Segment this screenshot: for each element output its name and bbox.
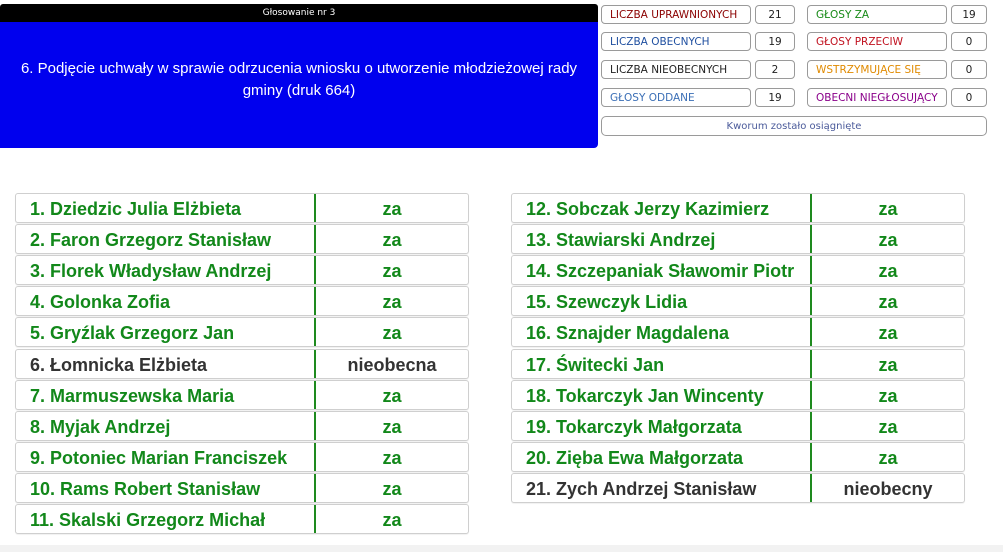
- vote-row: [15, 224, 469, 254]
- vote-value: za: [878, 292, 898, 312]
- vote-row: [511, 224, 965, 254]
- councillor-name: 10. Rams Robert Stanisław: [30, 479, 261, 499]
- motion-text: 6. Podjęcie uchwały w sprawie odrzucenia wniosku o utworzenie młodzieżowej rady gminy (druk 664): [20, 60, 578, 99]
- vote-row: [15, 286, 469, 316]
- vote-row: [511, 349, 965, 379]
- vote-row: [511, 193, 965, 223]
- vote-value: za: [878, 448, 898, 468]
- vote-value: za: [878, 355, 898, 375]
- stat-label-oddane: GŁOSY ODDANE: [601, 88, 751, 107]
- vote-value: za: [382, 417, 402, 437]
- vote-row: [15, 411, 469, 441]
- vote-value: za: [382, 323, 402, 343]
- councillor-name: 12. Sobczak Jerzy Kazimierz: [526, 199, 770, 219]
- motion-panel: [0, 22, 598, 148]
- vote-row: [15, 317, 469, 347]
- councillor-name: 20. Zięba Ewa Małgorzata: [526, 448, 744, 468]
- stat-label-uprawnionych: LICZBA UPRAWNIONYCH: [601, 5, 751, 24]
- councillor-name: 6. Łomnicka Elżbieta: [30, 355, 208, 375]
- councillor-name: 11. Skalski Grzegorz Michał: [30, 510, 266, 530]
- councillor-name: 3. Florek Władysław Andrzej: [30, 261, 272, 281]
- vote-row: [15, 473, 469, 503]
- bottom-strip: [0, 545, 1003, 552]
- stat-label-nieobecnych: LICZBA NIEOBECNYCH: [601, 60, 751, 79]
- vote-value: za: [382, 230, 402, 250]
- councillor-name: 4. Golonka Zofia: [30, 292, 171, 312]
- stat-value-nieobecnych: 2: [755, 60, 795, 79]
- vote-row: [511, 473, 965, 503]
- councillor-name: 14. Szczepaniak Sławomir Piotr: [526, 261, 795, 281]
- vote-row: [15, 442, 469, 472]
- stat-label-nieglosujacy: OBECNI NIEGŁOSUJĄCY: [807, 88, 947, 107]
- vote-row: [15, 255, 469, 285]
- councillor-name: 9. Potoniec Marian Franciszek: [30, 448, 288, 468]
- vote-value: nieobecny: [843, 479, 933, 499]
- stat-value-za: 19: [951, 5, 987, 24]
- councillor-name: 2. Faron Grzegorz Stanisław: [30, 230, 272, 250]
- councillor-name: 16. Sznajder Magdalena: [526, 323, 730, 343]
- councillor-name: 8. Myjak Andrzej: [30, 417, 171, 437]
- vote-value: za: [382, 386, 402, 406]
- vote-value: za: [382, 261, 402, 281]
- councillor-name: 15. Szewczyk Lidia: [526, 292, 688, 312]
- stat-value-oddane: 19: [755, 88, 795, 107]
- stat-label-za: GŁOSY ZA: [807, 5, 947, 24]
- vote-row: [15, 193, 469, 223]
- vote-value: za: [878, 417, 898, 437]
- vote-row: [511, 380, 965, 410]
- vote-value: za: [382, 448, 402, 468]
- vote-value: za: [878, 199, 898, 219]
- quorum-status: Kworum zostało osiągnięte: [601, 116, 987, 136]
- vote-value: za: [878, 323, 898, 343]
- vote-value: za: [382, 479, 402, 499]
- vote-value: nieobecna: [347, 355, 437, 375]
- councillor-name: 18. Tokarczyk Jan Wincenty: [526, 386, 764, 406]
- stat-value-wstrzymujace: 0: [951, 60, 987, 79]
- voting-number: Głosowanie nr 3: [262, 8, 336, 18]
- vote-row: [15, 380, 469, 410]
- vote-value: za: [878, 230, 898, 250]
- councillor-name: 21. Zych Andrzej Stanisław: [526, 479, 757, 499]
- stat-value-uprawnionych: 21: [755, 5, 795, 24]
- stat-value-nieglosujacy: 0: [951, 88, 987, 107]
- vote-value: za: [878, 386, 898, 406]
- councillor-name: 17. Świtecki Jan: [526, 355, 665, 375]
- stat-label-przeciw: GŁOSY PRZECIW: [807, 32, 947, 51]
- vote-row: [15, 504, 469, 534]
- vote-value: za: [382, 199, 402, 219]
- vote-row: [511, 255, 965, 285]
- vote-row: [511, 317, 965, 347]
- stat-label-wstrzymujace: WSTRZYMUJĄCE SIĘ: [807, 60, 947, 79]
- councillor-name: 5. Gryźlak Grzegorz Jan: [30, 323, 235, 343]
- vote-value: za: [878, 261, 898, 281]
- voting-title-bar: [0, 4, 598, 22]
- stat-value-przeciw: 0: [951, 32, 987, 51]
- vote-row: [511, 411, 965, 441]
- vote-value: za: [382, 510, 402, 530]
- councillor-name: 1. Dziedzic Julia Elżbieta: [30, 199, 242, 219]
- vote-row: [15, 349, 469, 379]
- stat-value-obecnych: 19: [755, 32, 795, 51]
- councillor-name: 7. Marmuszewska Maria: [30, 386, 235, 406]
- stat-label-obecnych: LICZBA OBECNYCH: [601, 32, 751, 51]
- councillor-name: 13. Stawiarski Andrzej: [526, 230, 716, 250]
- vote-row: [511, 286, 965, 316]
- councillor-name: 19. Tokarczyk Małgorzata: [526, 417, 742, 437]
- vote-row: [511, 442, 965, 472]
- vote-value: za: [382, 292, 402, 312]
